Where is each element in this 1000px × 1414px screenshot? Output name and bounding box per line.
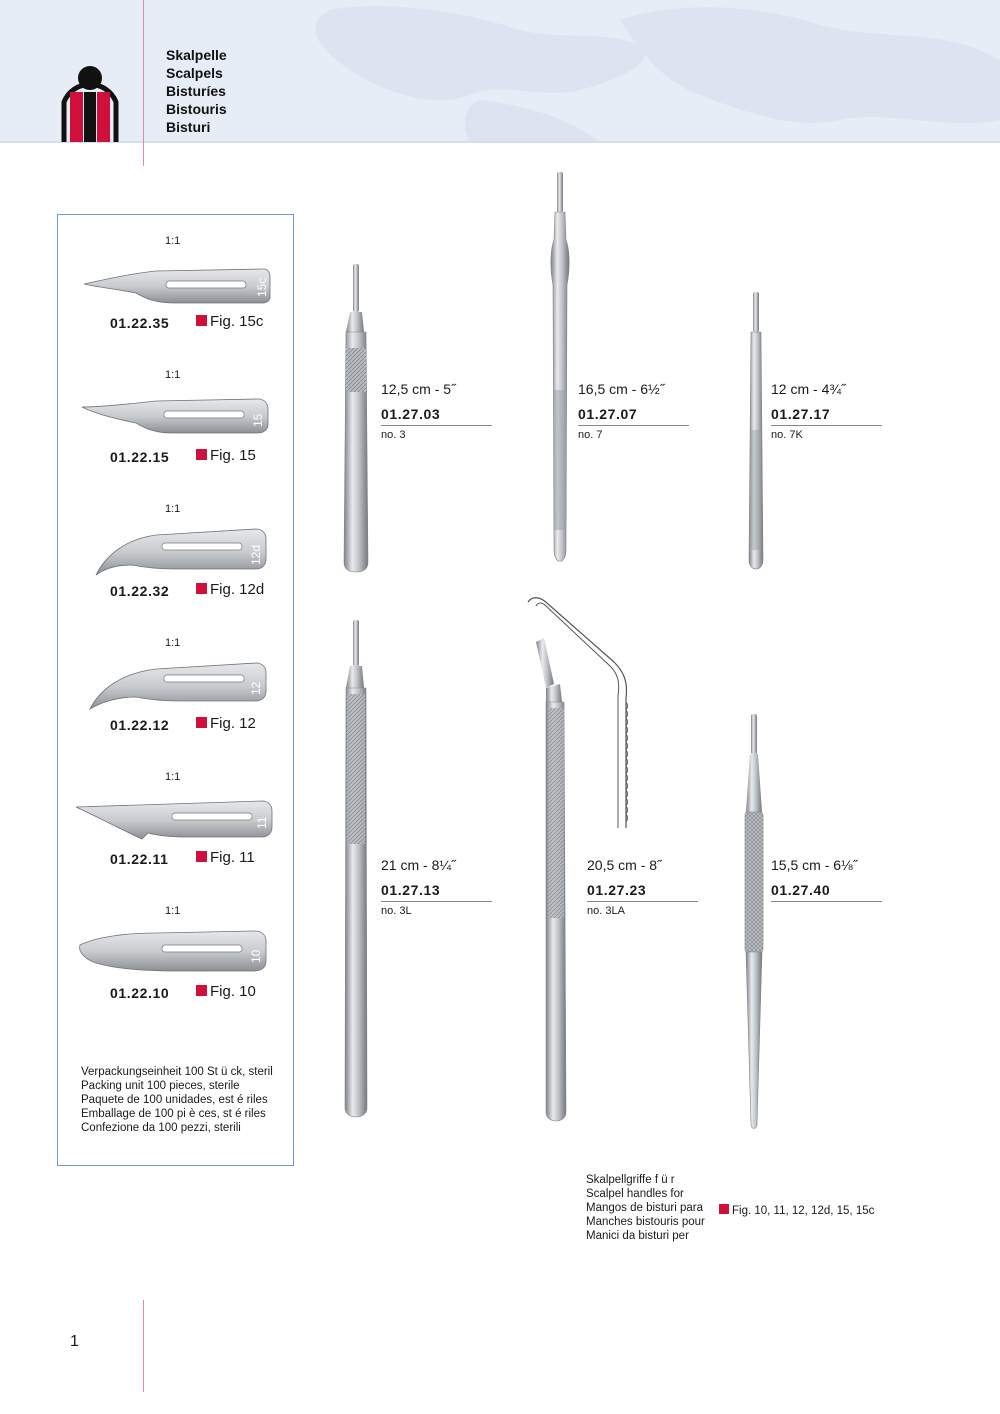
blade-11-image — [76, 783, 276, 847]
product-entry — [771, 381, 882, 441]
blade-scale: 1:1 — [165, 771, 181, 783]
product-code: 01.27.03 — [381, 406, 441, 422]
product-size: 15,5 cm - 6⅛˝ — [771, 857, 858, 873]
red-square-icon — [719, 1204, 729, 1214]
margin-line-top — [143, 0, 144, 166]
blade-mark: 15 — [251, 413, 265, 427]
blade-fig — [196, 983, 256, 1000]
packing-line: Verpackungseinheit 100 St ü ck, steril — [81, 1066, 273, 1078]
product-entry — [381, 381, 492, 441]
red-square-icon — [196, 717, 207, 728]
product-entry — [578, 381, 689, 441]
blade-scale: 1:1 — [165, 503, 181, 515]
red-square-icon — [196, 851, 207, 862]
handle-no7k-image — [740, 290, 772, 574]
title-fr: Bistouris — [166, 101, 227, 117]
blade-scale: 1:1 — [165, 637, 181, 649]
packing-line: Confezione da 100 pezzi, sterili — [81, 1122, 241, 1134]
compatible-figs-label: Fig. 10, 11, 12, 12d, 15, 15c — [732, 1205, 875, 1217]
product-size: 12,5 cm - 5˝ — [381, 381, 456, 397]
product-code: 01.27.13 — [381, 882, 441, 898]
blade-code: 01.22.32 — [110, 583, 170, 599]
divider — [381, 901, 492, 902]
product-entry — [587, 857, 698, 917]
catalog-titles — [166, 46, 227, 136]
blade-mark: 12d — [249, 544, 263, 565]
product-size: 12 cm - 4¾˝ — [771, 381, 846, 397]
blade-mark: 11 — [255, 816, 269, 829]
blade-fig — [196, 313, 263, 330]
divider — [381, 425, 492, 426]
note-line: Manici da bisturi per — [586, 1230, 689, 1242]
blade-fig-label: Fig. 12 — [210, 715, 256, 732]
blade-10-image — [76, 917, 276, 981]
blade-item — [58, 235, 295, 369]
product-number: no. 3L — [381, 905, 412, 917]
blade-code: 01.22.35 — [110, 315, 170, 331]
handles-for-note — [586, 1173, 705, 1243]
blade-item — [58, 637, 295, 771]
blade-fig-label: Fig. 15 — [210, 447, 256, 464]
blade-15-image — [76, 381, 276, 441]
blade-mark: 15c — [255, 277, 269, 297]
handle-no3-image — [336, 262, 376, 574]
product-number: no. 3LA — [587, 905, 625, 917]
product-entry — [771, 857, 882, 905]
blade-item — [58, 771, 295, 905]
blade-item — [58, 369, 295, 503]
note-line: Scalpel handles for — [586, 1188, 684, 1200]
note-line: Mangos de bisturi para — [586, 1202, 703, 1214]
packing-line: Paquete de 100 unidades, est é riles — [81, 1094, 268, 1106]
blade-fig — [196, 849, 255, 866]
page-number: 1 — [70, 1333, 79, 1350]
divider — [771, 425, 882, 426]
packing-line: Emballage de 100 pi è ces, st é riles — [81, 1108, 266, 1120]
blade-scale: 1:1 — [165, 369, 181, 381]
divider — [587, 901, 698, 902]
company-logo — [54, 64, 126, 144]
title-en: Scalpels — [166, 65, 223, 81]
blade-code: 01.22.15 — [110, 449, 170, 465]
product-code: 01.27.17 — [771, 406, 831, 422]
blade-panel — [57, 214, 294, 1166]
product-code: 01.27.23 — [587, 882, 647, 898]
title-de: Skalpelle — [166, 47, 227, 63]
product-size: 21 cm - 8¼˝ — [381, 857, 456, 873]
product-number: no. 7K — [771, 429, 803, 441]
blade-mark: 10 — [249, 949, 263, 963]
product-code: 01.27.07 — [578, 406, 638, 422]
blade-fig-label: Fig. 10 — [210, 983, 256, 1000]
title-es: Bisturíes — [166, 83, 226, 99]
red-square-icon — [196, 985, 207, 996]
handle-no7-image — [540, 170, 580, 572]
handle-no3l-image — [336, 618, 376, 1126]
product-size: 20,5 cm - 8˝ — [587, 857, 662, 873]
compatible-figs — [719, 1204, 874, 1217]
blade-fig-label: Fig. 15c — [210, 313, 264, 330]
red-square-icon — [196, 583, 207, 594]
divider — [771, 901, 882, 902]
blade-scale: 1:1 — [165, 905, 181, 917]
blade-scale: 1:1 — [165, 235, 181, 247]
product-size: 16,5 cm - 6½˝ — [578, 381, 665, 397]
header-band — [0, 0, 1000, 143]
blade-fig-label: Fig. 12d — [210, 581, 265, 598]
red-square-icon — [196, 315, 207, 326]
blade-code: 01.22.10 — [110, 985, 170, 1001]
blade-code: 01.22.11 — [110, 851, 169, 867]
blade-fig — [196, 447, 256, 464]
blade-item — [58, 503, 295, 637]
blade-item — [58, 905, 295, 1039]
blade-code: 01.22.12 — [110, 717, 170, 733]
world-map-background — [0, 0, 1000, 143]
product-number: no. 7 — [578, 429, 603, 441]
handle-round-knurled-image — [738, 712, 770, 1132]
product-number: no. 3 — [381, 429, 406, 441]
packing-line: Packing unit 100 pieces, sterile — [81, 1080, 240, 1092]
divider — [578, 425, 689, 426]
blade-fig-label: Fig. 11 — [210, 849, 255, 866]
blade-fig — [196, 581, 264, 598]
blade-fig — [196, 715, 256, 732]
margin-line-bottom — [143, 1300, 144, 1392]
note-line: Manches bistouris pour — [586, 1216, 705, 1228]
header-rule — [0, 141, 1000, 143]
product-entry — [381, 857, 492, 917]
blade-15c-image — [76, 247, 276, 307]
packing-info — [81, 1065, 273, 1135]
blade-mark: 12 — [249, 681, 263, 695]
note-line: Skalpellgriffe f ü r — [586, 1174, 675, 1186]
blade-12d-image — [76, 515, 276, 579]
blade-12-image — [76, 649, 276, 713]
title-it: Bisturi — [166, 119, 211, 135]
red-square-icon — [196, 449, 207, 460]
product-code: 01.27.40 — [771, 882, 831, 898]
